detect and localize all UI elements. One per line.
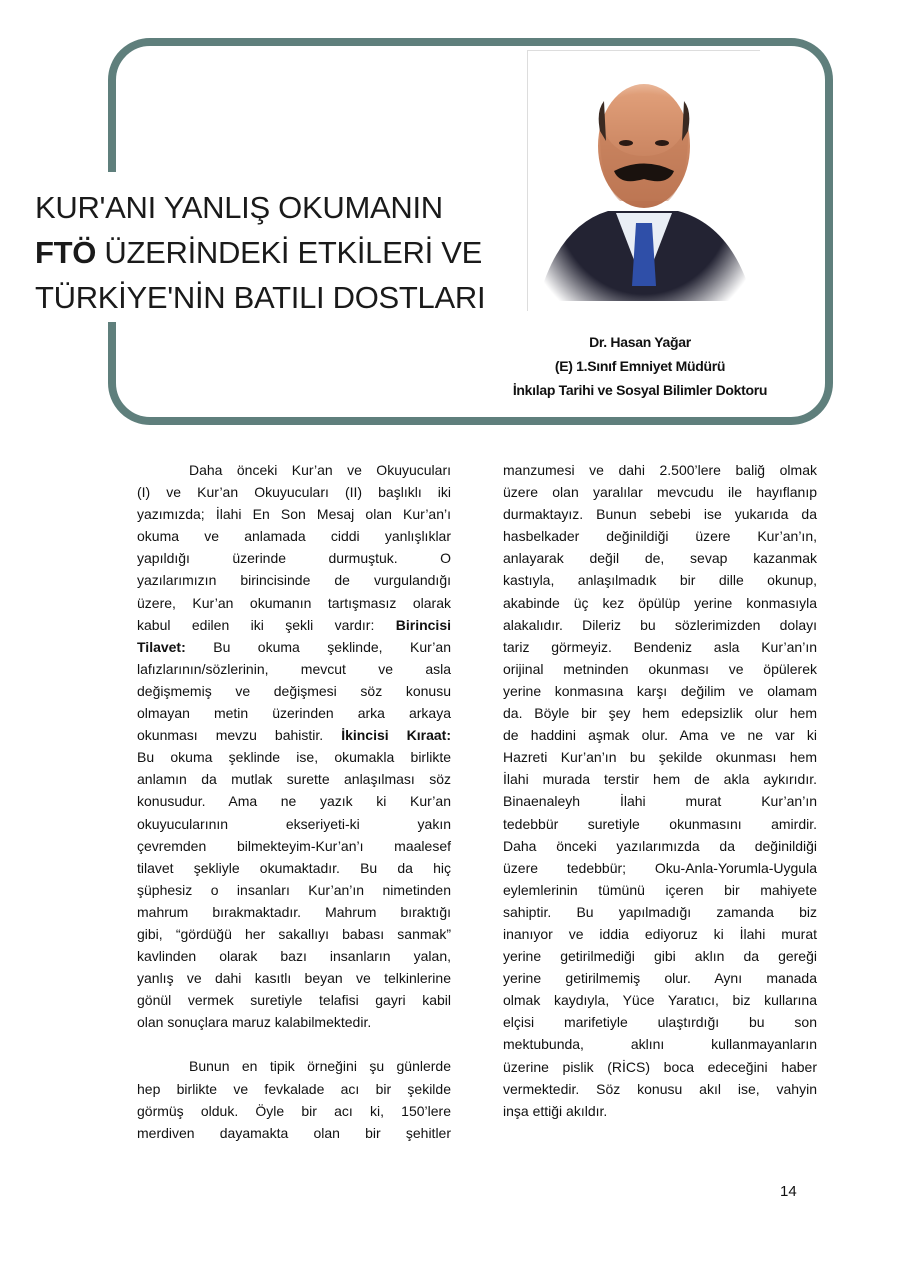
author-position: (E) 1.Sınıf Emniyet Müdürü — [554, 358, 726, 374]
text-line — [137, 680, 451, 702]
text-line — [503, 857, 817, 879]
text-line — [137, 481, 451, 503]
text-line — [503, 569, 817, 591]
page-number: 14 — [780, 1183, 797, 1200]
text-segment: inanıyor ve iddia ediyoruz ki İlahi murat — [503, 925, 817, 942]
text-segment: Bunun en tipik örneğini şu günlerde — [189, 1058, 451, 1075]
text-line — [137, 569, 451, 591]
text-line — [137, 879, 451, 901]
text-segment: merdiven dayamakta olan bir şehitler — [137, 1124, 451, 1141]
text-line — [503, 459, 817, 481]
text-segment: lafızlarının/sözlerinin, mevcut ve asla — [137, 660, 451, 677]
text-line — [137, 790, 451, 812]
text-line — [137, 724, 451, 746]
text-segment: gibi, “gördüğü her sakallıyı babası sanmak” — [137, 925, 451, 942]
text-line — [503, 813, 817, 835]
text-segment: de haddini aşmak olur. Ama ve ne var ki — [503, 727, 817, 744]
text-line — [503, 547, 817, 569]
text-line — [503, 658, 817, 680]
text-line — [137, 813, 451, 835]
text-line — [137, 857, 451, 879]
text-segment: olmayan metin üzerinden arka arkaya — [137, 705, 451, 722]
text-line — [137, 702, 451, 724]
text-segment: Binaenaleyh İlahi murat Kur’an’ın — [503, 793, 817, 810]
text-segment: mahrum bırakmaktadır. Mahrum bıraktığı — [137, 903, 451, 920]
text-line — [503, 1033, 817, 1055]
text-line — [503, 1011, 817, 1033]
text-line — [503, 592, 817, 614]
text-segment: yerine konmasına karşı değilim ve olamam — [503, 682, 817, 699]
text-segment: Bu okuma şeklinde ise, okumakla birlikte — [137, 749, 451, 766]
text-segment: eylemlerinin tümünü içeren bir mahiyete — [503, 881, 817, 898]
text-line — [503, 901, 817, 923]
text-segment: şüphesiz o insanları Kur’an’ın nimetinden — [137, 881, 451, 898]
text-segment: (I) ve Kur’an Okuyucuları (II) başlıklı iki — [137, 484, 451, 501]
text-segment: tilavet şekliyle okumaktadır. Bu da hiç — [137, 859, 451, 876]
text-line — [503, 680, 817, 702]
paragraph-gap — [137, 1033, 451, 1055]
text-segment: vermektedir. Söz konusu akıl ise, vahyin — [503, 1080, 817, 1097]
text-line — [137, 1055, 451, 1077]
text-segment: yazımızda; İlahi En Son Mesaj olan Kur’an’ı — [137, 506, 451, 523]
text-line — [503, 636, 817, 658]
text-line — [137, 1122, 451, 1144]
text-segment: okunması mevzu bahistir. — [137, 727, 342, 744]
text-line — [503, 1078, 817, 1100]
text-line — [137, 923, 451, 945]
text-line — [137, 967, 451, 989]
text-line — [503, 879, 817, 901]
text-line — [137, 746, 451, 768]
text-segment: kabul edilen iki şekli vardır: — [137, 616, 396, 633]
title-line-2 — [35, 230, 485, 275]
author-name: Dr. Hasan Yağar — [589, 334, 691, 350]
text-line — [503, 614, 817, 636]
title-line-1: KUR'ANI YANLIŞ OKUMANIN — [35, 190, 443, 225]
text-segment: manzumesi ve dahi 2.500’lere baliğ olmak — [503, 462, 817, 478]
text-segment: olan sonuçlara maruz kalabilmektedir. — [137, 1014, 372, 1031]
author-portrait-image — [528, 51, 760, 311]
text-segment: hep birlikte ve fevkalade acı bir şekilde — [137, 1080, 451, 1097]
text-line — [137, 614, 451, 636]
text-segment: üzere tedebbür; Oku-Anla-Yorumla-Uygula — [503, 859, 817, 876]
text-segment: alakalıdır. Dileriz bu sözlerimizden dolayı — [503, 616, 817, 633]
text-line — [503, 702, 817, 724]
text-line — [503, 746, 817, 768]
text-segment: gönül vermek suretiyle telafisi gayri kabil — [137, 992, 451, 1009]
text-segment: okuma ve anlamada ciddi yanlışlıklar — [137, 528, 451, 545]
text-segment: orijinal metninden okunması ve öpülerek — [503, 660, 817, 677]
text-line — [503, 768, 817, 790]
article-title — [35, 185, 485, 320]
text-segment: okuyucularının ekseriyeti-ki yakın — [137, 815, 451, 832]
text-line — [503, 989, 817, 1011]
text-segment: akabinde üç kez öpülüp yerine konmasıyla — [503, 594, 817, 611]
text-segment: yazılarımızın birincisinde de vurgulandığı — [137, 572, 451, 589]
text-line — [137, 945, 451, 967]
text-line — [503, 835, 817, 857]
text-line — [137, 989, 451, 1011]
author-degree: İnkılap Tarihi ve Sosyal Bilimler Doktoru — [512, 382, 768, 398]
text-line — [137, 768, 451, 790]
text-line — [503, 525, 817, 547]
text-line — [137, 1100, 451, 1122]
text-segment: konusudur. Ama ne yazık ki Kur’an — [137, 793, 451, 810]
text-segment: tariz görmeyiz. Bendeniz asla Kur’an’ın — [503, 638, 817, 655]
text-line — [503, 724, 817, 746]
text-segment: sahiptir. Bu yapılmadığı zamanda biz — [503, 903, 817, 920]
text-segment: tedebbür suretiyle okunmasını amirdir. — [503, 815, 817, 832]
text-segment: Daha önceki Kur’an ve Okuyucuları — [189, 462, 451, 478]
text-segment: üzere olan yaralılar mevcudu ile hayıflanıp — [503, 484, 817, 501]
title-line-3: TÜRKİYE'NİN BATILI DOSTLARI — [35, 280, 486, 315]
text-line — [137, 901, 451, 923]
text-segment: durmaktayız. Bunun sebebi ise yukarıda da — [503, 506, 817, 523]
text-segment: kavlinden olarak bazı insanların yalan, — [137, 948, 451, 965]
text-segment: çevremden bilmekteyim-Kur’an’ı maalesef — [137, 837, 451, 854]
bold-text: Tilavet: — [137, 638, 186, 655]
text-segment: Bu okuma şeklinde, Kur’an — [185, 638, 451, 655]
text-line — [503, 503, 817, 525]
author-block — [470, 330, 810, 402]
paragraph — [503, 459, 817, 1122]
text-segment: Hazreti Kur’an’ın bu şekilde okunması hem — [503, 749, 817, 766]
text-segment: anlayarak değil de, sevap kazanmak — [503, 550, 817, 567]
text-line — [503, 1100, 817, 1122]
text-line — [137, 658, 451, 680]
right-column — [503, 459, 817, 1122]
text-segment: olmak kaydıyla, Yüce Yaratıcı, biz kullarına — [503, 992, 817, 1009]
text-line — [503, 945, 817, 967]
text-line — [503, 1056, 817, 1078]
text-line — [503, 790, 817, 812]
title-line-2-rest: ÜZERİNDEKİ ETKİLERİ VE — [96, 235, 482, 270]
text-segment: elçisi marifetiyle ulaştırdığı bu son — [503, 1014, 817, 1031]
text-segment: inşa ettiği akıldır. — [503, 1102, 608, 1119]
text-segment: üzere, Kur’an okumanın tartışmasız olarak — [137, 594, 451, 611]
text-segment: da. Böyle bir şey hem edepsizlik olur hem — [503, 705, 817, 722]
text-line — [137, 1078, 451, 1100]
text-segment: değişmemiş ve değişmesi söz konusu — [137, 682, 451, 699]
text-segment: yapıldığı üzerinde durmuştuk. O — [137, 550, 451, 567]
text-segment: anlamın da mutlak surette anlaşılması söz — [137, 771, 451, 788]
text-line — [503, 923, 817, 945]
text-segment: yanlış ve dahi kasıtlı beyan ve telkinlerine — [137, 970, 451, 987]
text-line — [137, 1011, 451, 1033]
text-line — [137, 835, 451, 857]
paragraph — [137, 459, 451, 1033]
text-segment: yerine getirilmemiş olur. Aynı manada — [503, 970, 817, 987]
text-line — [137, 525, 451, 547]
text-line — [137, 636, 451, 658]
left-column — [137, 459, 451, 1144]
text-segment: üzerine pislik (RİCS) boca edeceğini haber — [503, 1058, 817, 1075]
text-segment: yerine getirilmediği gibi aklın da gereği — [503, 948, 817, 965]
title-bold-fto: FTÖ — [35, 235, 97, 270]
bold-text: İkincisi Kıraat: — [341, 727, 451, 744]
text-segment: mektubunda, aklını kullanmayanların — [503, 1036, 817, 1053]
text-segment: hasbelkader değinildiği üzere Kur’an’ın, — [503, 528, 817, 545]
text-segment: İlahi murada terstir hem de akla aykırıdır. — [503, 771, 817, 788]
text-line — [503, 967, 817, 989]
text-line — [137, 503, 451, 525]
paragraph — [137, 1055, 451, 1143]
text-line — [503, 481, 817, 503]
text-segment: Daha önceki yazılarımızda da değinildiği — [503, 837, 817, 854]
text-segment: kastıyla, anlaşılmadık bir dille okunup, — [503, 572, 817, 589]
author-photo — [527, 50, 760, 311]
text-line — [137, 459, 451, 481]
bold-text: Birincisi — [395, 616, 451, 633]
text-segment: görmüş olduk. Öyle bir acı ki, 150’lere — [137, 1102, 451, 1119]
text-line — [137, 592, 451, 614]
text-line — [137, 547, 451, 569]
